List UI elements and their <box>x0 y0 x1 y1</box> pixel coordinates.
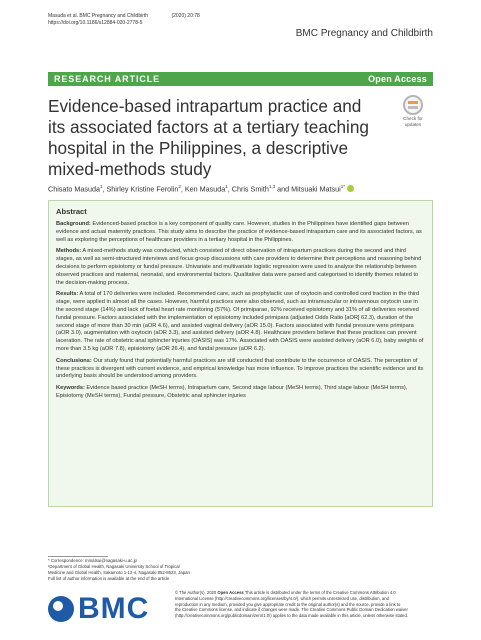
author-name: Mitsuaki Matsui <box>291 184 341 194</box>
section-text: Evidenced-based practice is a key component of quality care. However, studies in the Philippines have identified gaps between evidence and actual maternity practices. This study aims to describe the practice of evidence-based intrapartum care and its associated factors, as well as exploring the perceptions of healthcare providers in a tertiary hospital in the Philippines. <box>56 221 422 243</box>
author-affiliation: 2 <box>178 184 181 189</box>
check-for-updates-badge[interactable] <box>396 95 430 129</box>
correspondence-email[interactable]: * Correspondence: mmatsui@nagasaki-u.ac.jp <box>48 558 137 563</box>
abstract-box <box>48 200 433 507</box>
citation-source: Masuda et al. BMC Pregnancy and Childbirth <box>48 13 149 19</box>
article-type-label: RESEARCH ARTICLE <box>54 74 161 84</box>
license-line: reproduction in any medium, provided you give appropriate credit to the original author(s) and the source, provide a link to <box>175 601 401 607</box>
author-affiliation: 1* <box>340 184 345 189</box>
author-name: Chris Smith <box>231 184 269 194</box>
license-line: the Creative Commons license, and indicate if changes were made. The Creative Commons Public Domain Dedication waiver <box>175 607 408 613</box>
section-text: Our study found that potentially harmful practices are still conducted that contribute to the occurrence of OASIS. The perception of these practices is divergent with current evidence, and empirical knowledge has more influence. To improve practices the scientific evidence and its underlying basis should be understood among providers. <box>56 357 424 380</box>
footnotes <box>48 558 268 582</box>
abstract-methods <box>56 248 425 287</box>
abstract-heading: Abstract <box>56 207 87 216</box>
check-for-updates-line1: Check for <box>403 116 423 121</box>
license-line: International License (http://creativecommons.org/licenses/by/4.0/), which permits unrestricted use, distribution, and <box>175 595 389 601</box>
bmc-logo <box>48 590 158 626</box>
footnote-divider <box>48 556 108 557</box>
license-line: This article is distributed under the terms of the Creative Commons Attribution 4.0 <box>244 590 396 595</box>
citation-header <box>48 13 200 27</box>
author-affiliation: 1 <box>99 184 103 189</box>
section-heading: Keywords: <box>56 385 85 392</box>
affiliation-line: Medicine and Global Health, Sakamoto 1-12-4, Nagasaki 852-8523, Japan <box>48 570 190 575</box>
author-name: Chisato Masuda <box>48 184 100 194</box>
author-name: Ken Masuda <box>184 184 226 194</box>
article-type-banner <box>48 72 433 86</box>
copyright-line: © The Author(s). 2020 <box>175 590 217 595</box>
author-name: Shirley Kristine Ferolin <box>106 184 179 194</box>
doi-link[interactable]: https://doi.org/10.1186/s12884-020-2778-5 <box>48 20 143 26</box>
license-line: (http://creativecommons.org/publicdomain/zero/1.0/) applies to the data made available in this article, unless otherwise stated. <box>175 613 408 619</box>
abstract-results <box>56 291 425 353</box>
orcid-icon[interactable] <box>347 185 354 192</box>
author-list: Chisato Masuda$^1$, Shirley Kristine Ferolin$^2$, Ken Masuda$^1$, Chris Smith$^{1,3}$ and Mitsuaki Matsui$^{1*}$ <box>48 184 354 193</box>
check-for-updates-icon <box>403 95 423 115</box>
author-info-note: Full list of author information is available at the end of the article <box>48 576 170 581</box>
section-heading: Methods: <box>56 248 82 255</box>
license-statement <box>175 590 435 619</box>
section-heading: Conclusions: <box>56 357 92 364</box>
section-heading: Background: <box>56 221 91 227</box>
section-text: Evidence based practice (MeSH terms), Intrapartum care, Second stage labour (MeSH terms), Third stage labour (MeSH terms), Episiotomy (MeSH terms), Fundal pressure, Obstetric anal sphincter injuries <box>56 385 408 399</box>
open-access-tag: Open Access <box>217 590 244 595</box>
abstract-background <box>56 221 425 244</box>
author-affiliation: 1 <box>225 184 228 189</box>
abstract-conclusions <box>56 358 425 381</box>
check-for-updates-line2: updates <box>404 122 422 127</box>
section-heading: Results: <box>56 291 79 298</box>
affiliation-line: ¹Department of Global Health, Nagasaki University School of Tropical <box>48 564 180 569</box>
citation-year-volume: (2020) 20:78 <box>171 13 200 19</box>
open-access-label: Open Access <box>368 74 427 84</box>
article-title: Evidence-based intrapartum practice and its associated factors at a tertiary teaching hospital in the Philippines, a descriptive mixed-methods study <box>48 96 369 179</box>
section-text: A mixed-methods study was conducted, which consisted of direct observation of intrapartum practices during the second and third stages, as well as semi-structured interviews and focus group discussions with care providers to determine their perceptions and reasoning behind decisions to perform episiotomy or fundal pressure. Univariate and multivariate logistic regression were used to analyse the relationship between observed practices and maternal, neonatal, and environmental factors. Qualitative data were parsed and categorised to identify themes related to the decision-making process. <box>56 248 422 286</box>
abstract-keywords <box>56 385 425 401</box>
journal-name: BMC Pregnancy and Childbirth <box>295 28 433 39</box>
author-affiliation: 1,3 <box>268 184 276 189</box>
section-text: A total of 170 deliveries were included. Recommended care, such as prophylactic use of oxytocin and controlled cord traction in the third stage, were applied in almost all the cases. However, harmful practices were also observed, such as intramuscular or intravenous oxytocin use in the second stage (14%) and lack of foetal heart rate monitoring (57%). Of primiparae, 92% received episiotomy and 31% of all deliveries received fundal pressure. Factors associated with the implementation of episiotomy included primipara (adjusted Odds Ratio [aOR] 62.3), duration of the second stage of more than 30 min (aOR 4.6), and assisted vaginal delivery (aOR 15.0). Factors associated with fundal pressure were primipara (aOR 3.0), augmentation with oxytocin (aOR 3.3), and assisted delivery (aOR 4.8). Healthcare providers believe that these practices can prevent laceration. The rate of obstetric anal sphincter injuries (OASIS) was 17%. Associated with OASIS were assisted delivery (aOR 6.0), baby weights of more than 3.5 kg (aOR 7.8), episiotomy (aOR 26.4), and fundal pressure (aOR 6.2). <box>56 291 424 352</box>
bmc-logo-text: BMC <box>78 592 150 625</box>
bmc-logo-mark <box>48 596 74 622</box>
